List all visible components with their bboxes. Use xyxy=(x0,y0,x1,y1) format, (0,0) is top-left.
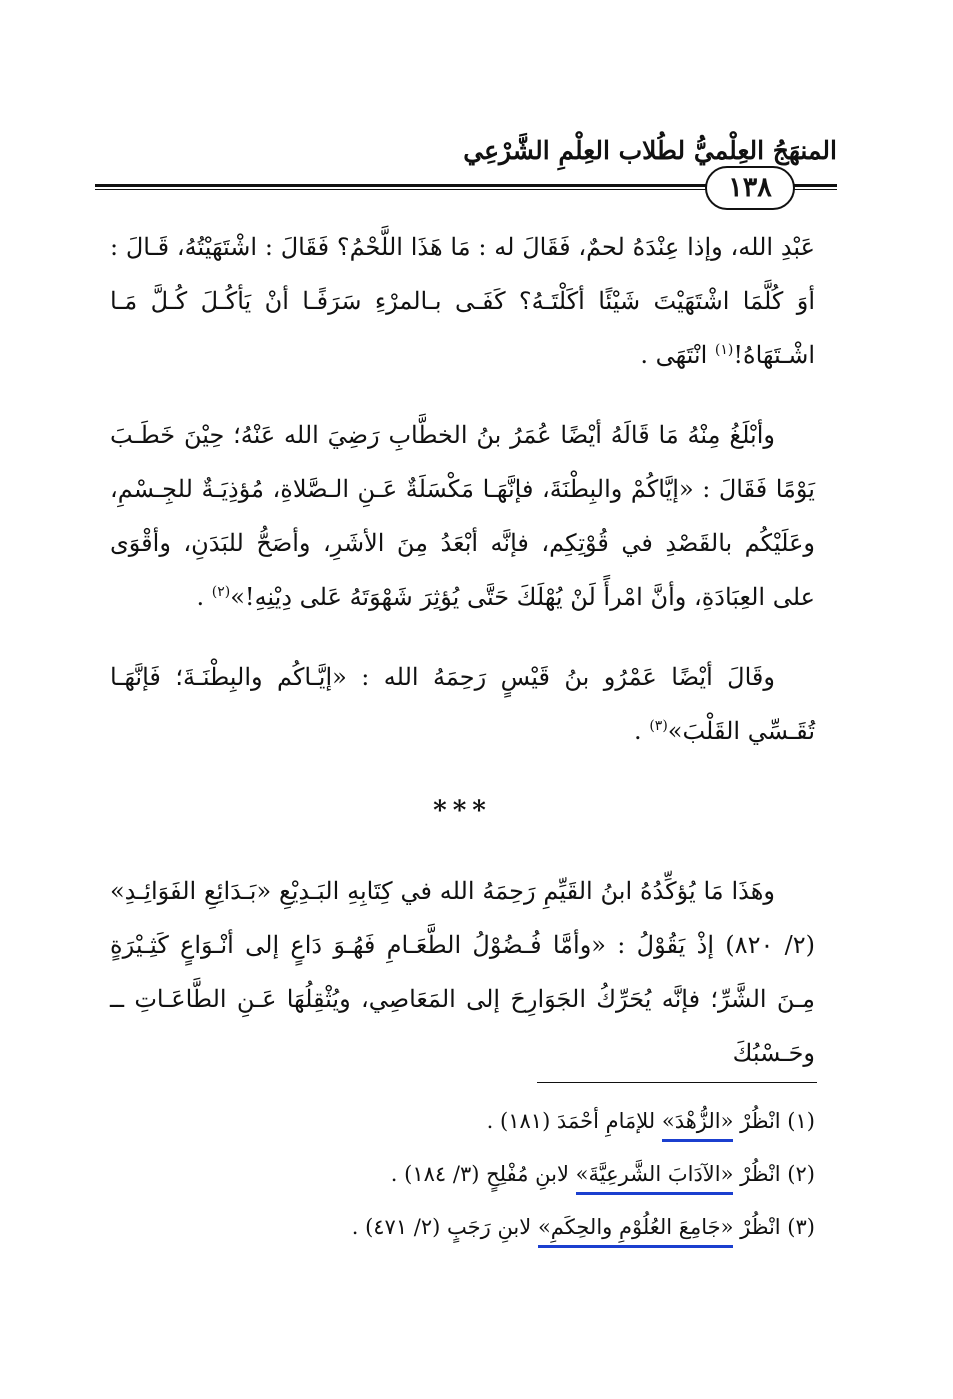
footnote-book-title: «الآدَابَ الشَّرعِيَّةَ» xyxy=(576,1162,734,1195)
footnote-prefix: (٢) انْظُرْ xyxy=(733,1162,815,1186)
footnote-book-title: «جَامِعَ العُلُوْمِ والحِكَمِ» xyxy=(538,1215,734,1248)
footnote-book-title: «الزُّهْدَ» xyxy=(662,1109,734,1142)
footnote-3 xyxy=(110,1201,815,1254)
paragraph-text: وهَذَا مَا يُؤكِّدُهُ ابنُ القَيِّمِ رَحِمَهُ الله في كِتَابِهِ البَـدِيْعِ «بَـدَائِعِ الفَوَائِـدِ» (٢/ ٨٢٠) إذْ يَقُوْلُ : «وأمَّا فُـضُوْلُ الطَّعَـامِ فَهُـوَ دَاعٍ إلى أنْـوَاعٍ كَثِـيْرَةٍ مِـنَ الشَّرِّ؛ فإنَّه يُحَرِّكُ الجَوَارِحَ إلى المَعَاصِي، ويُثْقِلُهَا عَـنِ الطَّاعَـاتِ ــ وحَـسْبُكَ xyxy=(110,877,815,1067)
footnote-prefix: (١) انْظُرْ xyxy=(733,1109,815,1133)
paragraph-2 xyxy=(110,408,815,624)
paragraph-tail: . xyxy=(634,717,650,745)
header-title: المنهَجُ العِلْميُّ لطُلاب العِلْمِ الشَّرْعِي xyxy=(463,136,837,165)
paragraph-text: وقَالَ أيْضًا عَمْرُو بنُ قَيْسٍ رَحِمَهُ الله : «إيَّـاكُم والبِطْنَـةَ؛ فَإنَّهَـا تُقَـسِّي القَلْبَ» xyxy=(110,663,815,745)
footnote-ref: (٣) xyxy=(649,718,668,734)
paragraph-1 xyxy=(110,220,815,382)
footnote-ref: (٢) xyxy=(211,584,231,600)
body-text xyxy=(110,220,815,1106)
footnote-rule xyxy=(537,1082,817,1083)
footnote-suffix: لابنِ رَجَبٍ (٢/ ٤٧١) . xyxy=(351,1215,538,1239)
paragraph-tail: انْتَهَى . xyxy=(640,341,715,369)
running-header xyxy=(95,128,837,208)
footnote-ref: (١) xyxy=(714,342,734,358)
footnote-suffix: لابنِ مُفْلِحٍ (٣/ ١٨٤) . xyxy=(390,1162,576,1186)
page-number: ١٣٨ xyxy=(705,166,795,210)
paragraph-4 xyxy=(110,864,815,1080)
footnote-2 xyxy=(110,1148,815,1201)
paragraph-text: عَبْدِ الله، وإذا عِنْدَهُ لحمٌ، فَقَالَ له : مَا هَذَا اللَّحْمُ؟ فَقَالَ : اشْتَهَيْتُهُ، قَـالَ : أوَ كُلَّمَا اشْتَهَيْتَ شَيْئًا أكَلْتَـهُ؟ كَفَـى بـالمرْءِ سَرَفًـا أنْ يَأكُـلَ كُـلَّ مَـا اشْـتَهَاهُ! xyxy=(110,233,815,369)
paragraph-3 xyxy=(110,650,815,758)
section-separator: *** xyxy=(433,796,492,826)
footnotes xyxy=(110,1095,815,1254)
footnote-suffix: للإمَامِ أحْمَدَ (١٨١) . xyxy=(486,1109,662,1133)
paragraph-tail: . xyxy=(196,583,212,611)
footnote-1 xyxy=(110,1095,815,1148)
footnote-prefix: (٣) انْظُرْ xyxy=(733,1215,815,1239)
paragraph-text: وأبْلَغُ مِنْهُ مَا قَالَهُ أيْضًا عُمَرُ بنُ الخطَّابِ رَضِيَ الله عَنْهُ؛ حِيْنَ خَطَـبَ يَوْمًا فَقَالَ : «إيَّاكُمْ والبِطْنَةَ، فإنَّهَـا مَكْسَلَةٌ عَـنِ الـصَّلاةِ، مُؤذِيَـةٌ للجِـسْمِ، وعَلَيْكُم بالقَصْدِ في قُوْتِكِم، فإنَّه أبْعَدُ مِنَ الأشَرِ، وأصَحُّ للبَدَنِ، وأقْوَى على العِبَادَةِ، وأنَّ امْرأً لَنْ يُهْلَكَ حَتَّى يُؤثِرَ شَهْوَتَهُ عَلى دِيْنِهِ!» xyxy=(110,421,815,611)
